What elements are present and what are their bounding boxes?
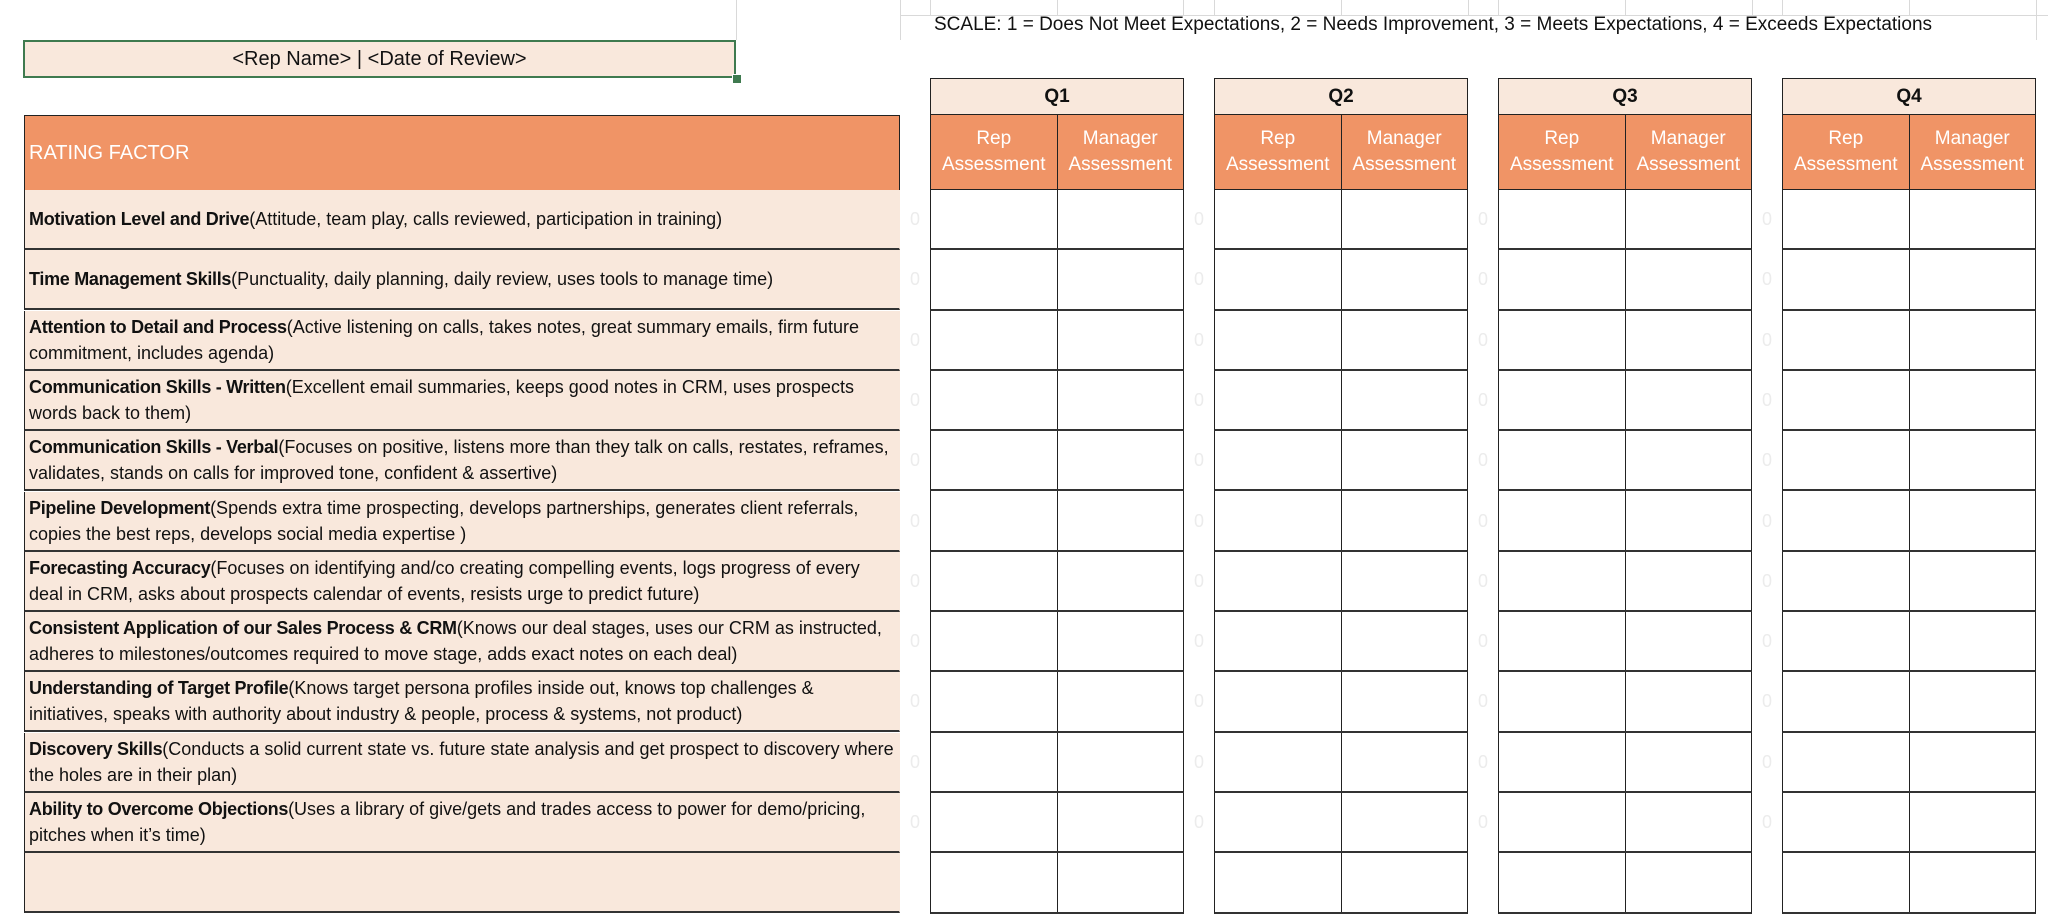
manager-score-cell[interactable] <box>1058 853 1184 911</box>
rating-factor-description: (Spends extra time prospecting, develops partnerships, generates client referrals, copies the best reps, develops social media expertise ) <box>29 497 859 544</box>
scale-legend: SCALE: 1 = Does Not Meet Expectations, 2 = Needs Improvement, 3 = Meets Expectations, 4 = Exceeds Expectations <box>934 14 1933 35</box>
assessment-row <box>1782 672 2036 732</box>
rating-factor-text <box>29 796 895 848</box>
manager-score-cell[interactable] <box>1342 190 1468 248</box>
manager-score-cell[interactable] <box>1342 552 1468 610</box>
assessment-row <box>1782 552 2036 612</box>
assessment-row <box>930 672 1184 732</box>
manager-score-cell[interactable] <box>1058 491 1184 549</box>
rating-factor-text <box>29 615 895 667</box>
rep-score-cell[interactable] <box>1783 371 1910 429</box>
rep-score-cell[interactable] <box>931 612 1058 670</box>
assessment-row <box>930 733 1184 793</box>
computed-zero-value[interactable]: 0 <box>1761 329 1772 350</box>
manager-score-cell[interactable] <box>1910 733 2036 791</box>
assessment-row <box>1214 853 1468 913</box>
manager-score-cell[interactable] <box>1910 371 2036 429</box>
quarter-table-q3 <box>1498 78 1752 914</box>
sheet-gridline <box>1909 0 1910 15</box>
assessment-subheader <box>1214 115 1468 190</box>
assessment-row <box>1498 552 1752 612</box>
computed-zero-value[interactable]: 0 <box>1477 510 1488 531</box>
computed-zero-value[interactable]: 0 <box>909 570 920 591</box>
rating-factor-text <box>29 736 895 788</box>
rep-assessment-header[interactable]: Rep Assessment <box>1215 115 1342 189</box>
assessment-row <box>1214 431 1468 491</box>
computed-zero-value[interactable]: 0 <box>1193 209 1204 229</box>
computed-zero-value[interactable]: 0 <box>1193 631 1204 652</box>
rating-factor-description: (Conducts a solid current state vs. future state analysis and get prospect to discovery where the holes are in their plan) <box>29 738 894 785</box>
rep-score-cell[interactable] <box>1215 853 1342 911</box>
assessment-row <box>1498 793 1752 853</box>
assessment-row <box>1498 733 1752 793</box>
computed-zero-value[interactable]: 0 <box>909 209 920 229</box>
computed-zero-value[interactable]: 0 <box>909 329 920 350</box>
rating-factor-description: (Focuses on identifying and/co creating compelling events, logs progress of every deal in CRM, asks about prospects calendar of events, resists urge to predict future) <box>29 557 860 604</box>
computed-zero-value[interactable]: 0 <box>1477 751 1488 772</box>
computed-zero-value[interactable]: 0 <box>1477 269 1488 290</box>
computed-zero-value[interactable]: 0 <box>1477 631 1488 652</box>
assessment-row <box>1498 672 1752 732</box>
assessment-row <box>1214 250 1468 310</box>
rating-factor-row[interactable] <box>24 552 900 612</box>
rep-score-cell[interactable] <box>931 431 1058 489</box>
rep-score-cell[interactable] <box>1215 190 1342 248</box>
assessment-row <box>1782 190 2036 250</box>
manager-score-cell[interactable] <box>1626 250 1752 308</box>
manager-score-cell[interactable] <box>1058 431 1184 489</box>
sheet-gridline <box>1214 0 1215 15</box>
sheet-gridline <box>1782 0 1783 15</box>
manager-score-cell[interactable] <box>1626 431 1752 489</box>
computed-zero-value[interactable]: 0 <box>909 691 920 712</box>
rep-score-cell[interactable] <box>1215 733 1342 791</box>
sheet-gridline <box>930 0 931 15</box>
manager-score-cell[interactable] <box>1058 612 1184 670</box>
rep-score-cell[interactable] <box>1783 190 1910 248</box>
assessment-row <box>930 311 1184 371</box>
manager-score-cell[interactable] <box>1910 431 2036 489</box>
computed-zero-value[interactable]: 0 <box>1193 570 1204 591</box>
sheet-gridline <box>900 0 901 40</box>
assessment-row <box>1214 311 1468 371</box>
rep-score-cell[interactable] <box>931 190 1058 248</box>
manager-score-cell[interactable] <box>1342 250 1468 308</box>
assessment-row <box>1498 190 1752 250</box>
computed-zero-value[interactable]: 0 <box>1761 450 1772 471</box>
manager-score-cell[interactable] <box>1342 733 1468 791</box>
rep-score-cell[interactable] <box>931 853 1058 911</box>
rep-score-cell[interactable] <box>931 371 1058 429</box>
assessment-row <box>930 250 1184 310</box>
manager-score-cell[interactable] <box>1342 491 1468 549</box>
assessment-row <box>1782 612 2036 672</box>
rep-score-cell[interactable] <box>1783 552 1910 610</box>
quarter-header[interactable]: Q2 <box>1214 78 1468 115</box>
assessment-row <box>1214 371 1468 431</box>
manager-score-cell[interactable] <box>1626 311 1752 369</box>
assessment-row <box>1214 491 1468 551</box>
assessment-row <box>1214 552 1468 612</box>
sheet-gridline <box>1183 0 1184 15</box>
rep-score-cell[interactable] <box>931 672 1058 730</box>
assessment-row <box>1498 311 1752 371</box>
quarter-table-q4 <box>1782 78 2036 914</box>
rating-factor-header-label: RATING FACTOR <box>29 141 190 164</box>
rep-score-cell[interactable] <box>931 793 1058 851</box>
manager-score-cell[interactable] <box>1342 371 1468 429</box>
computed-zero-value[interactable]: 0 <box>1193 269 1204 290</box>
rating-factor-description: (Attitude, team play, calls reviewed, participation in training) <box>249 209 723 229</box>
computed-zero-value[interactable]: 0 <box>1761 209 1772 229</box>
sheet-gridline <box>736 0 737 40</box>
rep-score-cell[interactable] <box>1783 431 1910 489</box>
manager-score-cell[interactable] <box>1910 793 2036 851</box>
assessment-row <box>1498 612 1752 672</box>
computed-zero-value[interactable]: 0 <box>1477 389 1488 410</box>
assessment-row <box>1782 311 2036 371</box>
computed-zero-value[interactable]: 0 <box>1761 269 1772 290</box>
assessment-row <box>930 793 1184 853</box>
rating-factor-name: Time Management Skills <box>29 269 232 290</box>
rep-score-cell[interactable] <box>1499 612 1626 670</box>
rating-factor-name: Motivation Level and Drive <box>29 209 250 229</box>
rep-score-cell[interactable] <box>1499 853 1626 911</box>
computed-zero-value[interactable]: 0 <box>909 751 920 772</box>
computed-zero-value[interactable]: 0 <box>909 812 920 832</box>
rating-factor-text <box>29 495 895 547</box>
assessment-row <box>1214 733 1468 793</box>
computed-zero-value[interactable]: 0 <box>1761 570 1772 591</box>
rating-factor-description: (Active listening on calls, takes notes, great summary emails, firm future commitment, includes agenda) <box>29 316 859 363</box>
computed-zero-value[interactable]: 0 <box>1477 450 1488 471</box>
rep-score-cell[interactable] <box>1215 793 1342 851</box>
assessment-row <box>930 491 1184 551</box>
manager-score-cell[interactable] <box>1342 431 1468 489</box>
computed-zero-value[interactable]: 0 <box>1761 389 1772 410</box>
manager-score-cell[interactable] <box>1058 672 1184 730</box>
assessment-row <box>1782 250 2036 310</box>
computed-zero-value[interactable]: 0 <box>1761 691 1772 712</box>
rep-score-cell[interactable] <box>1499 250 1626 308</box>
rep-score-cell[interactable] <box>1499 491 1626 549</box>
rating-factor-text <box>29 675 895 727</box>
rating-factor-row[interactable] <box>24 311 900 371</box>
manager-score-cell[interactable] <box>1058 190 1184 248</box>
rating-factor-row[interactable] <box>24 250 900 310</box>
rep-score-cell[interactable] <box>1215 552 1342 610</box>
rep-score-cell[interactable] <box>1499 190 1626 248</box>
manager-score-cell[interactable] <box>1910 672 2036 730</box>
quarter-header[interactable]: Q1 <box>930 78 1184 115</box>
rating-factor-row[interactable] <box>24 672 900 732</box>
rep-score-cell[interactable] <box>1215 491 1342 549</box>
computed-zero-value[interactable]: 0 <box>1477 812 1488 832</box>
rep-score-cell[interactable] <box>1783 612 1910 670</box>
computed-zero-value[interactable]: 0 <box>1761 751 1772 772</box>
rating-factor-description: (Uses a library of give/gets and trades access to power for demo/pricing, pitches when it’s time) <box>29 799 866 845</box>
computed-zero-value[interactable]: 0 <box>1193 389 1204 410</box>
rep-assessment-header[interactable]: Rep Assessment <box>1499 115 1626 189</box>
rating-factor-description: (Focuses on positive, listens more than they talk on calls, restates, reframes, validates, stands on calls for improved tone, confident & assertive) <box>29 437 889 484</box>
assessment-row <box>1782 491 2036 551</box>
assessment-row <box>1214 793 1468 853</box>
assessment-row <box>930 371 1184 431</box>
rep-score-cell[interactable] <box>931 552 1058 610</box>
manager-score-cell[interactable] <box>1342 311 1468 369</box>
assessment-row <box>930 190 1184 250</box>
computed-zero-value[interactable]: 0 <box>1761 812 1772 832</box>
rating-factor-text <box>29 206 722 232</box>
rating-factor-header[interactable] <box>24 115 900 191</box>
manager-score-cell[interactable] <box>1626 371 1752 429</box>
rating-factor-description: (Excellent email summaries, keeps good notes in CRM, uses prospects words back to them) <box>29 376 854 423</box>
manager-score-cell[interactable] <box>1626 491 1752 549</box>
rep-score-cell[interactable] <box>1783 311 1910 369</box>
title-cell-text: <Rep Name> | <Date of Review> <box>232 47 527 70</box>
rating-factor-row[interactable] <box>24 371 900 431</box>
computed-zero-value[interactable]: 0 <box>1193 450 1204 471</box>
manager-score-cell[interactable] <box>1626 733 1752 791</box>
manager-assessment-header[interactable]: Manager Assessment <box>1068 128 1172 175</box>
rating-factor-row[interactable] <box>24 733 900 793</box>
rep-score-cell[interactable] <box>931 733 1058 791</box>
manager-score-cell[interactable] <box>1058 793 1184 851</box>
manager-score-cell[interactable] <box>1626 672 1752 730</box>
rep-score-cell[interactable] <box>1215 672 1342 730</box>
manager-score-cell[interactable] <box>1058 552 1184 610</box>
rep-score-cell[interactable] <box>1499 371 1626 429</box>
rating-factor-name: Understanding of Target Profile <box>29 678 289 699</box>
assessment-row <box>1214 672 1468 732</box>
rating-factor-text <box>29 555 895 607</box>
rating-factor-name: Ability to Overcome Objections <box>29 799 289 819</box>
rating-factor-row[interactable] <box>24 612 900 672</box>
computed-zero-value[interactable]: 0 <box>909 389 920 410</box>
rating-factor-text <box>29 314 895 366</box>
sheet-gridline <box>2036 0 2037 40</box>
computed-zero-value[interactable]: 0 <box>1193 691 1204 712</box>
rating-factor-text <box>29 266 773 292</box>
sheet-gridline <box>1468 0 1469 15</box>
manager-score-cell[interactable] <box>1058 733 1184 791</box>
computed-zero-value[interactable]: 0 <box>909 510 920 531</box>
rating-factor-row[interactable] <box>24 190 900 250</box>
manager-score-cell[interactable] <box>1910 552 2036 610</box>
manager-score-cell[interactable] <box>1626 612 1752 670</box>
sheet-gridline <box>1625 0 1626 15</box>
assessment-row <box>1498 491 1752 551</box>
assessment-row <box>1782 793 2036 853</box>
manager-score-cell[interactable] <box>1342 672 1468 730</box>
selection-fill-handle[interactable] <box>732 74 742 84</box>
rating-factor-description: (Punctuality, daily planning, daily review, uses tools to manage time) <box>231 269 774 290</box>
rating-factor-description: (Knows target persona profiles inside out, knows top challenges & initiatives, speaks with authority about industry & people, process & systems, not product) <box>29 678 814 725</box>
computed-zero-value[interactable]: 0 <box>1477 329 1488 350</box>
assessment-row <box>1214 612 1468 672</box>
rating-factor-name: Attention to Detail and Process <box>29 316 287 337</box>
rep-score-cell[interactable] <box>1499 311 1626 369</box>
manager-score-cell[interactable] <box>1626 552 1752 610</box>
rep-score-cell[interactable] <box>1215 612 1342 670</box>
computed-zero-value[interactable]: 0 <box>909 631 920 652</box>
assessment-row <box>930 431 1184 491</box>
quarter-table-q1 <box>930 78 1184 914</box>
manager-score-cell[interactable] <box>1342 612 1468 670</box>
rating-factor-name: Communication Skills - Written <box>29 376 286 397</box>
rep-score-cell[interactable] <box>1783 672 1910 730</box>
assessment-subheader <box>1782 115 2036 190</box>
sheet-gridline <box>1752 0 1753 15</box>
rep-score-cell[interactable] <box>1783 853 1910 911</box>
rating-factor-row[interactable] <box>24 431 900 491</box>
quarter-header[interactable]: Q4 <box>1782 78 2036 115</box>
rating-factor-row[interactable] <box>24 793 900 853</box>
manager-score-cell[interactable] <box>1342 793 1468 851</box>
manager-score-cell[interactable] <box>1058 311 1184 369</box>
computed-zero-value[interactable]: 0 <box>909 269 920 290</box>
rating-factor-name: Pipeline Development <box>29 497 211 518</box>
rep-score-cell[interactable] <box>931 491 1058 549</box>
rep-score-cell[interactable] <box>1215 250 1342 308</box>
manager-score-cell[interactable] <box>1910 612 2036 670</box>
assessment-row <box>1498 431 1752 491</box>
assessment-row <box>1498 371 1752 431</box>
sheet-gridline <box>1498 0 1499 15</box>
manager-score-cell[interactable] <box>1058 371 1184 429</box>
rep-score-cell[interactable] <box>1783 793 1910 851</box>
assessment-row <box>1782 853 2036 913</box>
assessment-row <box>1214 190 1468 250</box>
manager-score-cell[interactable] <box>1626 190 1752 248</box>
rating-factor-name: Consistent Application of our Sales Process & CRM <box>29 618 457 639</box>
rating-factor-name: Communication Skills - Verbal <box>29 437 279 458</box>
rep-score-cell[interactable] <box>1499 552 1626 610</box>
rep-assessment-header[interactable]: Rep Assessment <box>931 115 1058 189</box>
rep-score-cell[interactable] <box>1215 431 1342 489</box>
rep-score-cell[interactable] <box>1783 733 1910 791</box>
rating-factor-name: Forecasting Accuracy <box>29 557 211 578</box>
rep-score-cell[interactable] <box>1215 311 1342 369</box>
rep-name-date-cell[interactable] <box>23 40 736 78</box>
manager-assessment-header[interactable]: Manager Assessment <box>1920 128 2024 175</box>
assessment-row <box>1498 853 1752 913</box>
rep-score-cell[interactable] <box>1499 431 1626 489</box>
rating-factor-row[interactable] <box>24 492 900 552</box>
rating-factor-text <box>29 374 895 426</box>
computed-zero-value[interactable]: 0 <box>1761 631 1772 652</box>
quarter-table-q2 <box>1214 78 1468 914</box>
computed-zero-value[interactable]: 0 <box>1477 691 1488 712</box>
manager-score-cell[interactable] <box>1626 853 1752 911</box>
assessment-row <box>1498 250 1752 310</box>
computed-zero-value[interactable]: 0 <box>1477 570 1488 591</box>
assessment-row <box>1782 733 2036 793</box>
rep-assessment-header[interactable]: Rep Assessment <box>1783 115 1910 189</box>
sheet-gridline <box>1057 0 1058 15</box>
computed-zero-value[interactable]: 0 <box>1193 751 1204 772</box>
rating-factor-text <box>29 434 895 486</box>
computed-zero-value[interactable]: 0 <box>1477 209 1488 229</box>
manager-score-cell[interactable] <box>1910 853 2036 911</box>
rep-score-cell[interactable] <box>1499 733 1626 791</box>
rating-factor-row[interactable] <box>24 853 900 913</box>
rep-score-cell[interactable] <box>1499 793 1626 851</box>
manager-score-cell[interactable] <box>1910 250 2036 308</box>
manager-score-cell[interactable] <box>1910 190 2036 248</box>
sheet-gridline <box>1341 0 1342 15</box>
assessment-subheader <box>1498 115 1752 190</box>
computed-zero-value[interactable]: 0 <box>909 450 920 471</box>
rep-score-cell[interactable] <box>931 250 1058 308</box>
rep-score-cell[interactable] <box>1215 371 1342 429</box>
manager-score-cell[interactable] <box>1910 311 2036 369</box>
rating-factor-description: (Knows our deal stages, uses our CRM as instructed, adheres to milestones/outcomes required to move stage, adds exact notes on each deal) <box>29 618 882 665</box>
assessment-row <box>930 853 1184 913</box>
computed-zero-value[interactable]: 0 <box>1193 812 1204 832</box>
assessment-row <box>930 612 1184 672</box>
manager-score-cell[interactable] <box>1058 250 1184 308</box>
rep-score-cell[interactable] <box>1499 672 1626 730</box>
assessment-row <box>1782 431 2036 491</box>
computed-zero-value[interactable]: 0 <box>1193 510 1204 531</box>
manager-score-cell[interactable] <box>1626 793 1752 851</box>
rating-factor-name: Discovery Skills <box>29 738 163 759</box>
computed-zero-value[interactable]: 0 <box>1193 329 1204 350</box>
assessment-row <box>1782 371 2036 431</box>
computed-zero-value[interactable]: 0 <box>1761 510 1772 531</box>
rep-score-cell[interactable] <box>1783 491 1910 549</box>
manager-score-cell[interactable] <box>1910 491 2036 549</box>
assessment-subheader <box>930 115 1184 190</box>
manager-score-cell[interactable] <box>1342 853 1468 911</box>
assessment-row <box>930 552 1184 612</box>
manager-assessment-header[interactable]: Manager Assessment <box>1352 128 1456 175</box>
manager-assessment-header[interactable]: Manager Assessment <box>1636 128 1740 175</box>
rep-score-cell[interactable] <box>1783 250 1910 308</box>
rep-score-cell[interactable] <box>931 311 1058 369</box>
quarter-header[interactable]: Q3 <box>1498 78 1752 115</box>
